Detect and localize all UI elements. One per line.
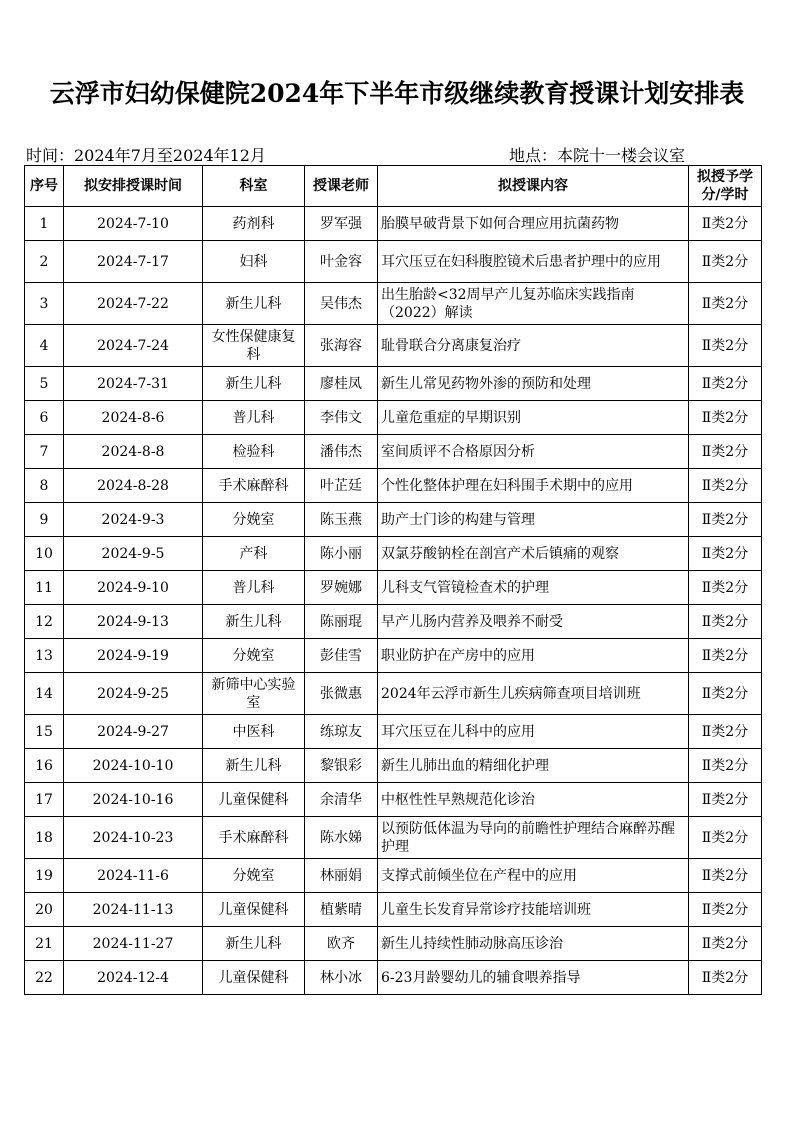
table-row bbox=[25, 401, 762, 435]
row-dept: 普儿科 bbox=[203, 571, 305, 605]
row-content: 耳穴压豆在妇科腹腔镜术后患者护理中的应用 bbox=[378, 241, 689, 283]
row-number: 10 bbox=[25, 537, 64, 571]
schedule-table bbox=[24, 165, 762, 995]
row-date: 2024-11-27 bbox=[64, 927, 203, 961]
row-content: 以预防低体温为导向的前瞻性护理结合麻醉苏醒护理 bbox=[378, 817, 689, 859]
row-number: 4 bbox=[25, 325, 64, 367]
table-row bbox=[25, 715, 762, 749]
row-content: 室间质评不合格原因分析 bbox=[378, 435, 689, 469]
row-teacher: 黎银彩 bbox=[305, 749, 378, 783]
row-date: 2024-9-13 bbox=[64, 605, 203, 639]
row-date: 2024-10-23 bbox=[64, 817, 203, 859]
row-date: 2024-8-6 bbox=[64, 401, 203, 435]
row-number: 8 bbox=[25, 469, 64, 503]
row-teacher: 余清华 bbox=[305, 783, 378, 817]
row-content: 儿童危重症的早期识别 bbox=[378, 401, 689, 435]
row-teacher: 潘伟杰 bbox=[305, 435, 378, 469]
row-content: 支撑式前倾坐位在产程中的应用 bbox=[378, 859, 689, 893]
row-dept: 产科 bbox=[203, 537, 305, 571]
table-row bbox=[25, 673, 762, 715]
row-dept: 新筛中心实验室 bbox=[203, 673, 305, 715]
table-row bbox=[25, 325, 762, 367]
row-date: 2024-10-10 bbox=[64, 749, 203, 783]
row-dept: 普儿科 bbox=[203, 401, 305, 435]
row-number: 5 bbox=[25, 367, 64, 401]
row-dept: 检验科 bbox=[203, 435, 305, 469]
table-header-row bbox=[25, 166, 762, 207]
row-teacher: 吴伟杰 bbox=[305, 283, 378, 325]
page-title: 云浮市妇幼保健院2024年下半年市级继续教育授课计划安排表 bbox=[49, 79, 745, 108]
row-dept: 新生儿科 bbox=[203, 749, 305, 783]
row-number: 20 bbox=[25, 893, 64, 927]
table-row bbox=[25, 749, 762, 783]
row-teacher: 罗军强 bbox=[305, 207, 378, 241]
row-credit: Ⅱ类2分 bbox=[689, 469, 762, 503]
row-dept: 儿童保健科 bbox=[203, 783, 305, 817]
table-row bbox=[25, 241, 762, 283]
table-body bbox=[25, 207, 762, 995]
row-content: 职业防护在产房中的应用 bbox=[378, 639, 689, 673]
row-dept: 分娩室 bbox=[203, 503, 305, 537]
table-row bbox=[25, 783, 762, 817]
row-teacher: 陈玉燕 bbox=[305, 503, 378, 537]
row-dept: 新生儿科 bbox=[203, 367, 305, 401]
row-teacher: 张微惠 bbox=[305, 673, 378, 715]
row-content: 耻骨联合分离康复治疗 bbox=[378, 325, 689, 367]
table-row bbox=[25, 537, 762, 571]
row-teacher: 陈水娣 bbox=[305, 817, 378, 859]
header-teacher: 授课老师 bbox=[305, 166, 378, 207]
row-teacher: 彭佳雪 bbox=[305, 639, 378, 673]
row-number: 14 bbox=[25, 673, 64, 715]
row-date: 2024-9-27 bbox=[64, 715, 203, 749]
row-credit: Ⅱ类2分 bbox=[689, 961, 762, 995]
table-row bbox=[25, 283, 762, 325]
row-date: 2024-9-3 bbox=[64, 503, 203, 537]
row-number: 1 bbox=[25, 207, 64, 241]
row-number: 17 bbox=[25, 783, 64, 817]
row-number: 18 bbox=[25, 817, 64, 859]
row-teacher: 叶芷廷 bbox=[305, 469, 378, 503]
row-dept: 新生儿科 bbox=[203, 605, 305, 639]
row-teacher: 练琼友 bbox=[305, 715, 378, 749]
row-date: 2024-8-28 bbox=[64, 469, 203, 503]
row-date: 2024-10-16 bbox=[64, 783, 203, 817]
row-date: 2024-7-10 bbox=[64, 207, 203, 241]
row-dept: 药剂科 bbox=[203, 207, 305, 241]
header-dept: 科室 bbox=[203, 166, 305, 207]
row-number: 13 bbox=[25, 639, 64, 673]
row-number: 22 bbox=[25, 961, 64, 995]
row-credit: Ⅱ类2分 bbox=[689, 605, 762, 639]
row-credit: Ⅱ类2分 bbox=[689, 749, 762, 783]
row-teacher: 林小冰 bbox=[305, 961, 378, 995]
table-row bbox=[25, 367, 762, 401]
row-number: 3 bbox=[25, 283, 64, 325]
row-content: 新生儿持续性肺动脉高压诊治 bbox=[378, 927, 689, 961]
row-number: 7 bbox=[25, 435, 64, 469]
row-number: 2 bbox=[25, 241, 64, 283]
row-credit: Ⅱ类2分 bbox=[689, 927, 762, 961]
row-credit: Ⅱ类2分 bbox=[689, 783, 762, 817]
row-teacher: 陈丽琨 bbox=[305, 605, 378, 639]
row-teacher: 罗婉娜 bbox=[305, 571, 378, 605]
row-credit: Ⅱ类2分 bbox=[689, 639, 762, 673]
row-number: 9 bbox=[25, 503, 64, 537]
row-number: 16 bbox=[25, 749, 64, 783]
row-dept: 手术麻醉科 bbox=[203, 469, 305, 503]
table-row bbox=[25, 605, 762, 639]
table-row bbox=[25, 469, 762, 503]
row-teacher: 李伟文 bbox=[305, 401, 378, 435]
row-number: 15 bbox=[25, 715, 64, 749]
row-dept: 儿童保健科 bbox=[203, 961, 305, 995]
row-teacher: 叶金容 bbox=[305, 241, 378, 283]
location-label: 地点：本院十一楼会议室 bbox=[509, 146, 686, 165]
table-row bbox=[25, 927, 762, 961]
row-date: 2024-9-19 bbox=[64, 639, 203, 673]
row-content: 出生胎龄<32周早产儿复苏临床实践指南（2022）解读 bbox=[378, 283, 689, 325]
row-date: 2024-8-8 bbox=[64, 435, 203, 469]
row-content: 早产儿肠内营养及喂养不耐受 bbox=[378, 605, 689, 639]
row-dept: 分娩室 bbox=[203, 859, 305, 893]
row-credit: Ⅱ类2分 bbox=[689, 571, 762, 605]
header-no: 序号 bbox=[25, 166, 64, 207]
table-row bbox=[25, 817, 762, 859]
table-row bbox=[25, 859, 762, 893]
row-credit: Ⅱ类2分 bbox=[689, 401, 762, 435]
row-content: 儿科支气管镜检查术的护理 bbox=[378, 571, 689, 605]
row-dept: 妇科 bbox=[203, 241, 305, 283]
table-row bbox=[25, 435, 762, 469]
row-content: 双氯芬酸钠栓在剖宫产术后镇痛的观察 bbox=[378, 537, 689, 571]
row-content: 6-23月龄婴幼儿的辅食喂养指导 bbox=[378, 961, 689, 995]
row-date: 2024-7-24 bbox=[64, 325, 203, 367]
header-credit: 拟授予学分/学时 bbox=[689, 166, 762, 207]
row-credit: Ⅱ类2分 bbox=[689, 325, 762, 367]
table-row bbox=[25, 503, 762, 537]
row-content: 新生儿肺出血的精细化护理 bbox=[378, 749, 689, 783]
row-credit: Ⅱ类2分 bbox=[689, 893, 762, 927]
row-credit: Ⅱ类2分 bbox=[689, 537, 762, 571]
row-date: 2024-7-31 bbox=[64, 367, 203, 401]
row-number: 19 bbox=[25, 859, 64, 893]
row-teacher: 植紫晴 bbox=[305, 893, 378, 927]
row-dept: 儿童保健科 bbox=[203, 893, 305, 927]
row-date: 2024-11-13 bbox=[64, 893, 203, 927]
row-number: 6 bbox=[25, 401, 64, 435]
row-dept: 女性保健康复科 bbox=[203, 325, 305, 367]
table-row bbox=[25, 571, 762, 605]
row-teacher: 张海容 bbox=[305, 325, 378, 367]
row-teacher: 陈小丽 bbox=[305, 537, 378, 571]
row-teacher: 林丽娟 bbox=[305, 859, 378, 893]
row-date: 2024-9-25 bbox=[64, 673, 203, 715]
row-credit: Ⅱ类2分 bbox=[689, 283, 762, 325]
table-row bbox=[25, 961, 762, 995]
header-content: 拟授课内容 bbox=[378, 166, 689, 207]
row-dept: 中医科 bbox=[203, 715, 305, 749]
row-content: 2024年云浮市新生儿疾病筛查项目培训班 bbox=[378, 673, 689, 715]
row-date: 2024-7-22 bbox=[64, 283, 203, 325]
row-number: 11 bbox=[25, 571, 64, 605]
row-number: 21 bbox=[25, 927, 64, 961]
header-date: 拟安排授课时间 bbox=[64, 166, 203, 207]
row-teacher: 欧齐 bbox=[305, 927, 378, 961]
time-label: 时间：2024年7月至2024年12月 bbox=[26, 146, 266, 165]
row-dept: 新生儿科 bbox=[203, 283, 305, 325]
row-content: 新生儿常见药物外渗的预防和处理 bbox=[378, 367, 689, 401]
row-date: 2024-9-10 bbox=[64, 571, 203, 605]
row-content: 耳穴压豆在儿科中的应用 bbox=[378, 715, 689, 749]
table-row bbox=[25, 207, 762, 241]
row-credit: Ⅱ类2分 bbox=[689, 435, 762, 469]
row-content: 胎膜早破背景下如何合理应用抗菌药物 bbox=[378, 207, 689, 241]
row-date: 2024-9-5 bbox=[64, 537, 203, 571]
row-credit: Ⅱ类2分 bbox=[689, 859, 762, 893]
row-dept: 手术麻醉科 bbox=[203, 817, 305, 859]
row-content: 助产士门诊的构建与管理 bbox=[378, 503, 689, 537]
row-credit: Ⅱ类2分 bbox=[689, 673, 762, 715]
row-teacher: 廖桂凤 bbox=[305, 367, 378, 401]
row-credit: Ⅱ类2分 bbox=[689, 503, 762, 537]
row-content: 儿童生长发育异常诊疗技能培训班 bbox=[378, 893, 689, 927]
row-credit: Ⅱ类2分 bbox=[689, 817, 762, 859]
row-dept: 分娩室 bbox=[203, 639, 305, 673]
row-credit: Ⅱ类2分 bbox=[689, 241, 762, 283]
row-date: 2024-7-17 bbox=[64, 241, 203, 283]
table-row bbox=[25, 893, 762, 927]
row-content: 个性化整体护理在妇科围手术期中的应用 bbox=[378, 469, 689, 503]
row-number: 12 bbox=[25, 605, 64, 639]
table-row bbox=[25, 639, 762, 673]
row-content: 中枢性性早熟规范化诊治 bbox=[378, 783, 689, 817]
row-credit: Ⅱ类2分 bbox=[689, 715, 762, 749]
row-dept: 新生儿科 bbox=[203, 927, 305, 961]
row-date: 2024-12-4 bbox=[64, 961, 203, 995]
row-credit: Ⅱ类2分 bbox=[689, 207, 762, 241]
row-date: 2024-11-6 bbox=[64, 859, 203, 893]
row-credit: Ⅱ类2分 bbox=[689, 367, 762, 401]
